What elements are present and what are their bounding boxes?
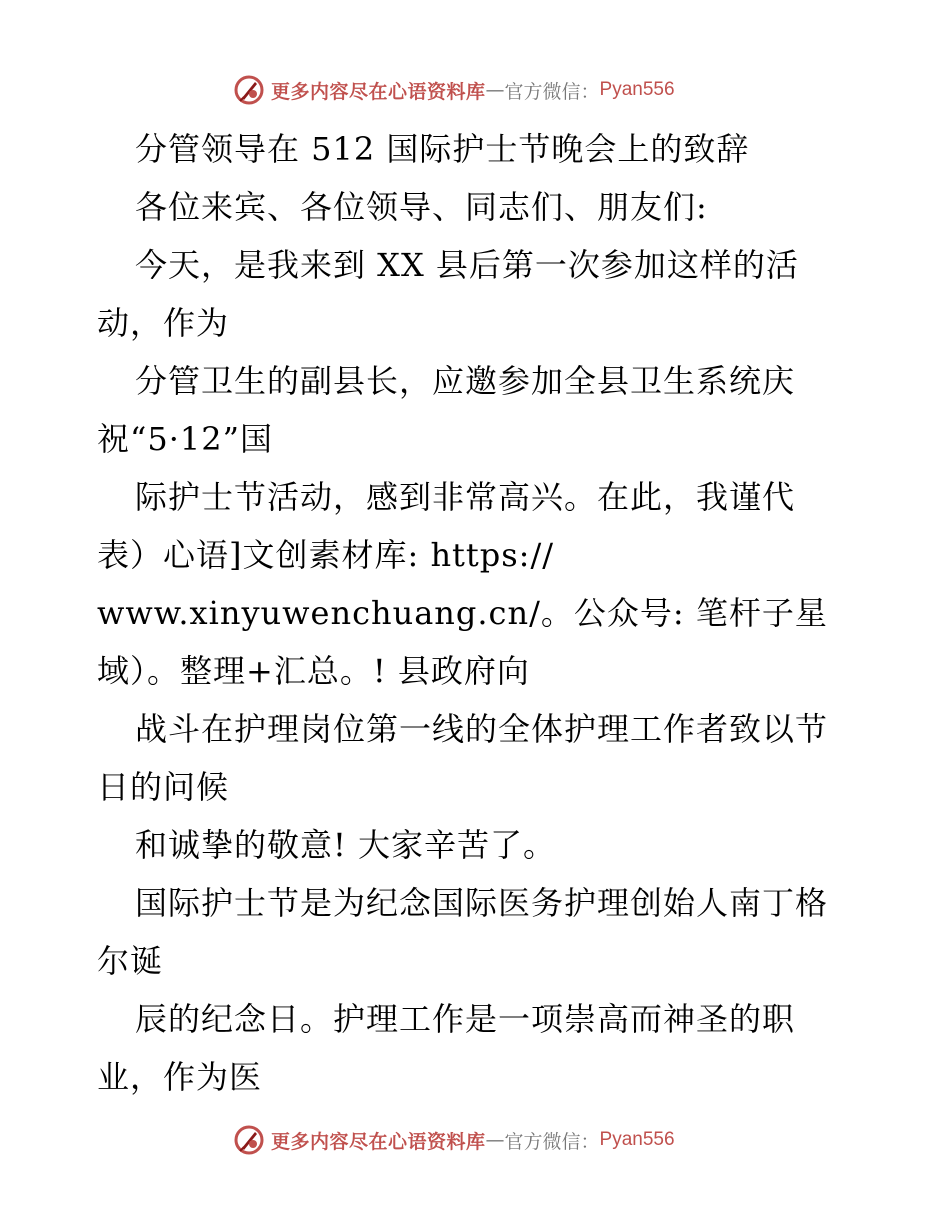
doc-line: 尔诞: [97, 942, 164, 980]
doc-line: 国际护士节是为纪念国际医务护理创始人南丁格: [135, 884, 829, 922]
doc-line: 辰的纪念日。护理工作是一项崇高而神圣的职: [135, 1000, 796, 1038]
banner-official-label: 官方微信：: [504, 80, 600, 103]
doc-line: 动，作为: [97, 304, 230, 342]
banner-slogan: 更多内容尽在心语资料库: [271, 1130, 486, 1153]
doc-line: 际护士节活动，感到非常高兴。在此，我谨代: [135, 478, 796, 516]
doc-line: 业，作为医: [97, 1058, 263, 1096]
doc-line: 战斗在护理岗位第一线的全体护理工作者致以节: [135, 710, 829, 748]
salutation: 各位来宾、各位领导、同志们、朋友们:: [135, 188, 708, 226]
quill-logo-icon: [233, 1124, 265, 1156]
banner-slogan: 更多内容尽在心语资料库: [271, 80, 486, 103]
quill-logo-icon: [233, 74, 265, 106]
header-banner: [0, 70, 950, 110]
footer-banner: [0, 1120, 950, 1160]
banner-wechat-id: Pyan556: [599, 79, 675, 100]
doc-line: 分管卫生的副县长，应邀参加全县卫生系统庆: [135, 362, 796, 400]
doc-line: 和诚挚的敬意! 大家辛苦了。: [135, 826, 557, 864]
banner-official-label: 官方微信：: [504, 1130, 600, 1153]
doc-line: 祝“5·12”国: [97, 420, 273, 458]
doc-line: 日的问候: [97, 768, 230, 806]
doc-line: 今天，是我来到 XX 县后第一次参加这样的活: [135, 246, 799, 284]
banner-wechat-id: Pyan556: [599, 1129, 675, 1150]
doc-line: 域）。整理+汇总。! 县政府向: [97, 652, 530, 690]
doc-title: 分管领导在 512 国际护士节晚会上的致辞: [135, 130, 750, 168]
doc-line: www.xinyuwenchuang.cn/。公众号: 笔杆子星: [97, 594, 828, 632]
doc-line: 表）心语]文创素材库: https://: [97, 536, 555, 574]
banner-dash: —: [485, 1129, 505, 1151]
banner-dash: —: [485, 79, 505, 101]
